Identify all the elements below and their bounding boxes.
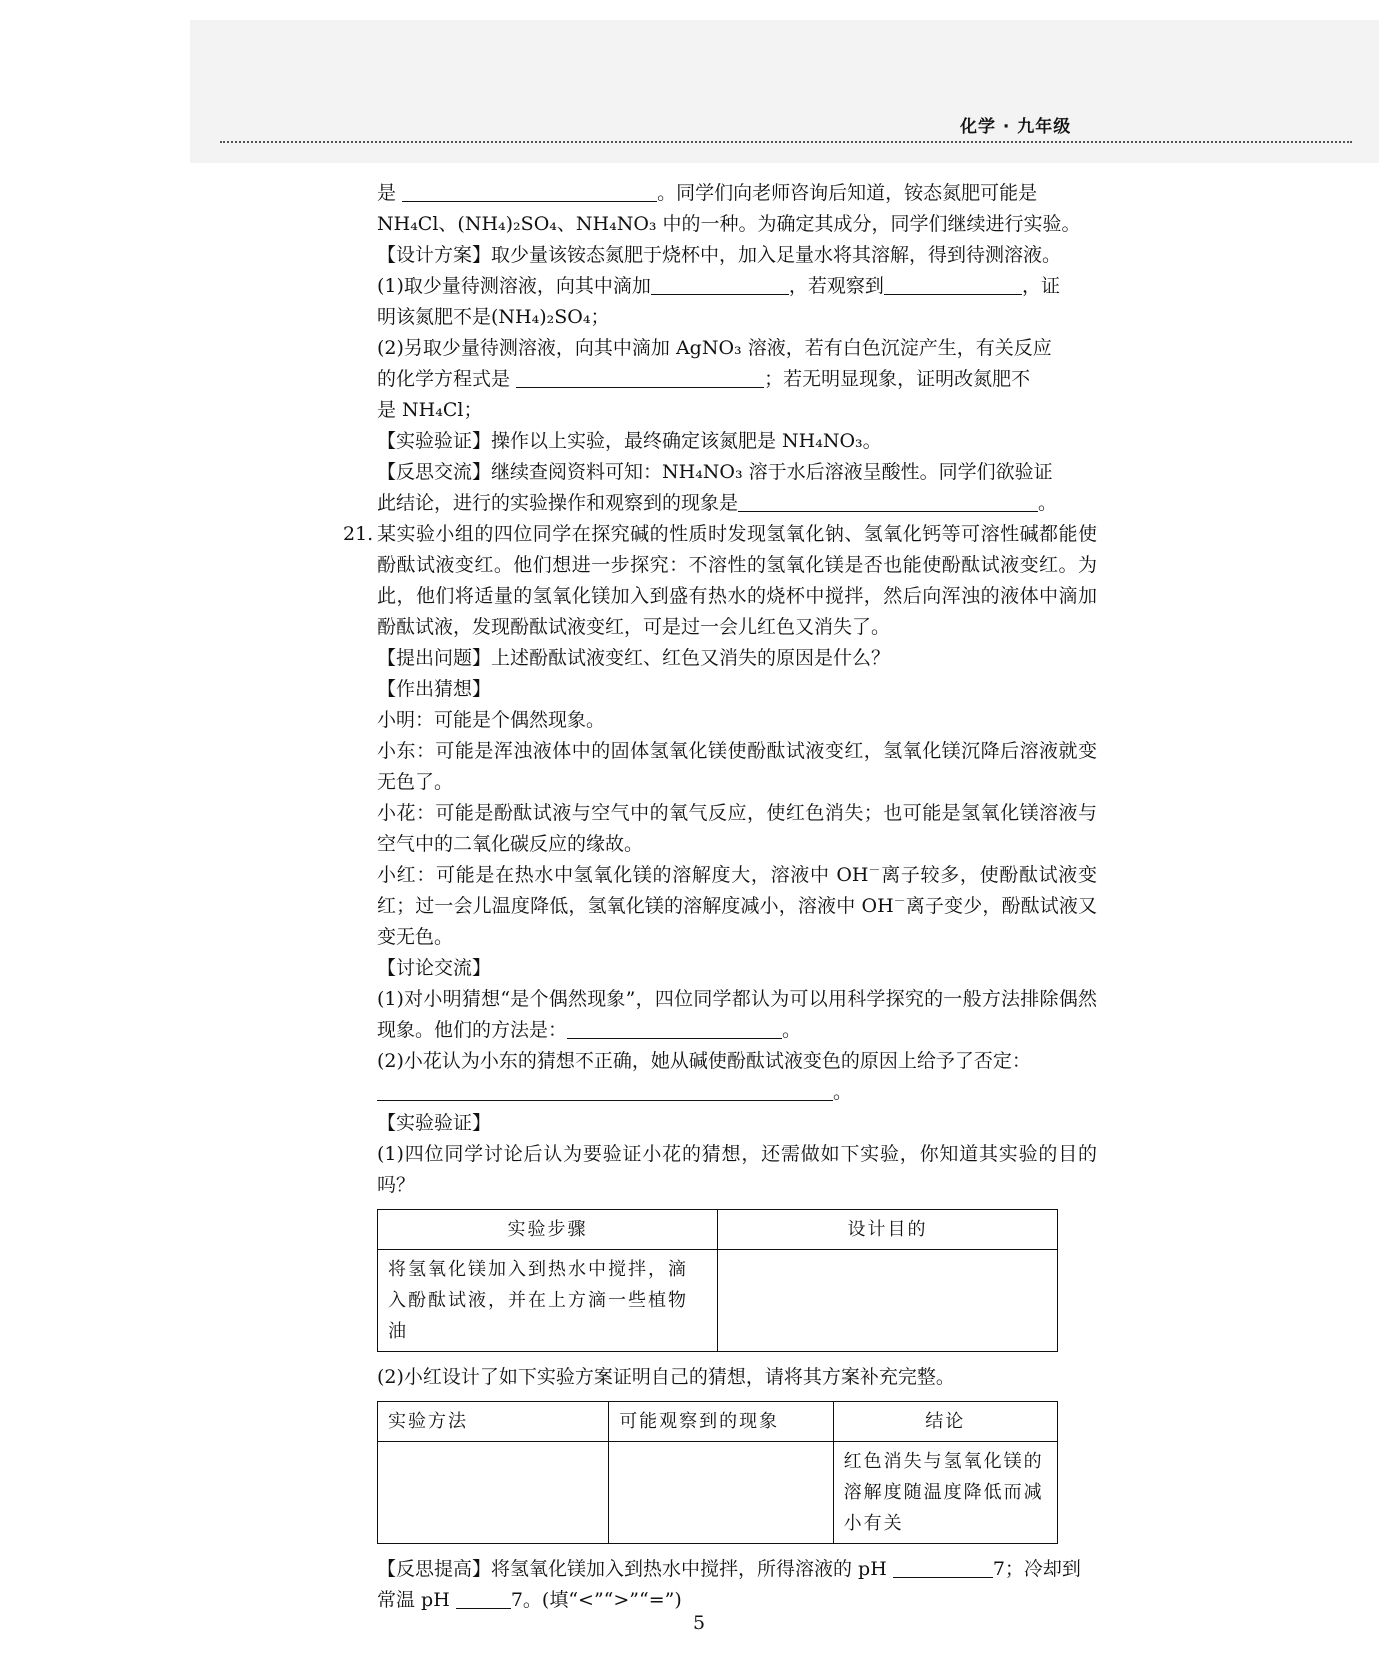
xiaohong-guess: 小红：可能是在热水中氢氧化镁的溶解度大，溶液中 OH－离子较多，使酚酞试液变红；过一会儿温度降低，氢氧化镁的溶解度减小，溶液中 OH－离子变少，酚酞试液又变无色。 — [377, 863, 1097, 948]
table-header: 可能观察到的现象 — [609, 1402, 833, 1442]
design-plan: 【设计方案】取少量该铵态氮肥于烧杯中，加入足量水将其溶解，得到待测溶液。 — [377, 244, 1062, 266]
table-header: 实验步骤 — [378, 1210, 718, 1250]
experiment-2: (2)小红设计了如下实验方案证明自己的猜想，请将其方案补充完整。 — [377, 1366, 955, 1388]
xiaohua-guess: 小花：可能是酚酞试液与空气中的氧气反应，使红色消失；也可能是氢氧化镁溶液与空气中的二氧化碳反应的缘故。 — [377, 802, 1097, 855]
answer-blank[interactable] — [377, 1078, 833, 1101]
answer-cell[interactable] — [378, 1442, 609, 1544]
answer-blank[interactable] — [402, 179, 657, 202]
discussion-2: (2)小花认为小东的猜想不正确，她从碱使酚酞试液变色的原因上给予了否定： — [377, 1050, 1031, 1072]
xiaodong-guess: 小东：可能是浑浊液体中的固体氢氧化镁使酚酞试液变红，氢氧化镁沉降后溶液就变无色了。 — [377, 740, 1097, 793]
step-2: (2)另取少量待测溶液，向其中滴加 AgNO₃ 溶液，若有白色沉淀产生，有关反应 — [377, 337, 1052, 359]
question-21 — [343, 519, 1097, 643]
answer-blank[interactable] — [567, 1016, 782, 1039]
page-content — [343, 178, 1097, 1616]
ask-question: 【提出问题】上述酚酞试液变红、红色又消失的原因是什么？ — [377, 647, 891, 669]
reflection: 【反思交流】继续查阅资料可知：NH₄NO₃ 溶于水后溶液呈酸性。同学们欲验证 — [377, 461, 1053, 483]
hypothesis-heading: 【作出猜想】 — [377, 678, 492, 700]
discussion-1: (1)对小明猜想“是个偶然现象”，四位同学都认为可以用科学探究的一般方法排除偶然现象。他们的方法是： 。 — [377, 988, 1097, 1041]
line: 此结论，进行的实验操作和观察到的现象是 。 — [377, 488, 1097, 519]
answer-blank[interactable] — [456, 1586, 511, 1609]
table-header: 结论 — [833, 1402, 1057, 1442]
line: 常温 pH 7。(填“<”“>”“=”) — [377, 1585, 1097, 1616]
purpose-table — [377, 1209, 1058, 1352]
experiment-1: (1)四位同学讨论后认为要验证小花的猜想，还需做如下实验，你知道其实验的目的吗？ — [377, 1143, 1097, 1196]
question-stem: 某实验小组的四位同学在探究碱的性质时发现氢氧化钠、氢氧化钙等可溶性碱都能使酚酞试液变红。他们想进一步探究：不溶性的氢氧化镁是否也能使酚酞试液变红。为此，他们将适量的氢氧化镁加入到盛有热水的烧杯中搅拌，然后向浑浊的液体中滴加酚酞试液，发现酚酞试液变红，可是过一会儿红色又消失了。 — [377, 523, 1097, 638]
table-cell: 红色消失与氢氧化镁的溶解度随温度降低而减小有关 — [833, 1442, 1057, 1544]
answer-blank[interactable] — [884, 272, 1022, 295]
answer-blank[interactable] — [893, 1555, 993, 1578]
question-number: 21. — [343, 523, 374, 545]
page-number: 5 — [693, 1612, 706, 1634]
answer-blank[interactable] — [651, 272, 789, 295]
experiment-heading: 【实验验证】 — [377, 1112, 492, 1134]
subject-header: 化学 · 九年级 — [960, 117, 1072, 137]
line: 明该氮肥不是(NH₄)₂SO₄； — [377, 306, 610, 328]
reflection-improve: 【反思提高】将氢氧化镁加入到热水中搅拌，所得溶液的 pH 7；冷却到 — [377, 1554, 1097, 1585]
header-divider — [220, 141, 1352, 143]
table-header: 设计目的 — [718, 1210, 1058, 1250]
line: 的化学方程式是 ；若无明显现象，证明改氮肥不 — [377, 364, 1097, 395]
experiment-verify: 【实验验证】操作以上实验，最终确定该氮肥是 NH₄NO₃。 — [377, 430, 882, 452]
answer-cell[interactable] — [718, 1250, 1058, 1352]
line: 是 NH₄Cl； — [377, 399, 483, 421]
discussion-heading: 【讨论交流】 — [377, 957, 492, 979]
answer-cell[interactable] — [609, 1442, 833, 1544]
line: 。 — [377, 1077, 1097, 1108]
table-header: 实验方法 — [378, 1402, 609, 1442]
xiaoming-guess: 小明：可能是个偶然现象。 — [377, 709, 606, 731]
answer-blank[interactable] — [738, 489, 1038, 512]
line: NH₄Cl、(NH₄)₂SO₄、NH₄NO₃ 中的一种。为确定其成分，同学们继续进行实验。 — [377, 213, 1081, 235]
line: 是 。同学们向老师咨询后知道，铵态氮肥可能是 — [377, 178, 1097, 209]
answer-blank[interactable] — [516, 365, 764, 388]
step-1: (1)取少量待测溶液，向其中滴加 ，若观察到 ，证 — [377, 271, 1097, 302]
plan-table — [377, 1401, 1058, 1544]
table-cell: 将氢氧化镁加入到热水中搅拌，滴入酚酞试液，并在上方滴一些植物油 — [378, 1250, 718, 1352]
